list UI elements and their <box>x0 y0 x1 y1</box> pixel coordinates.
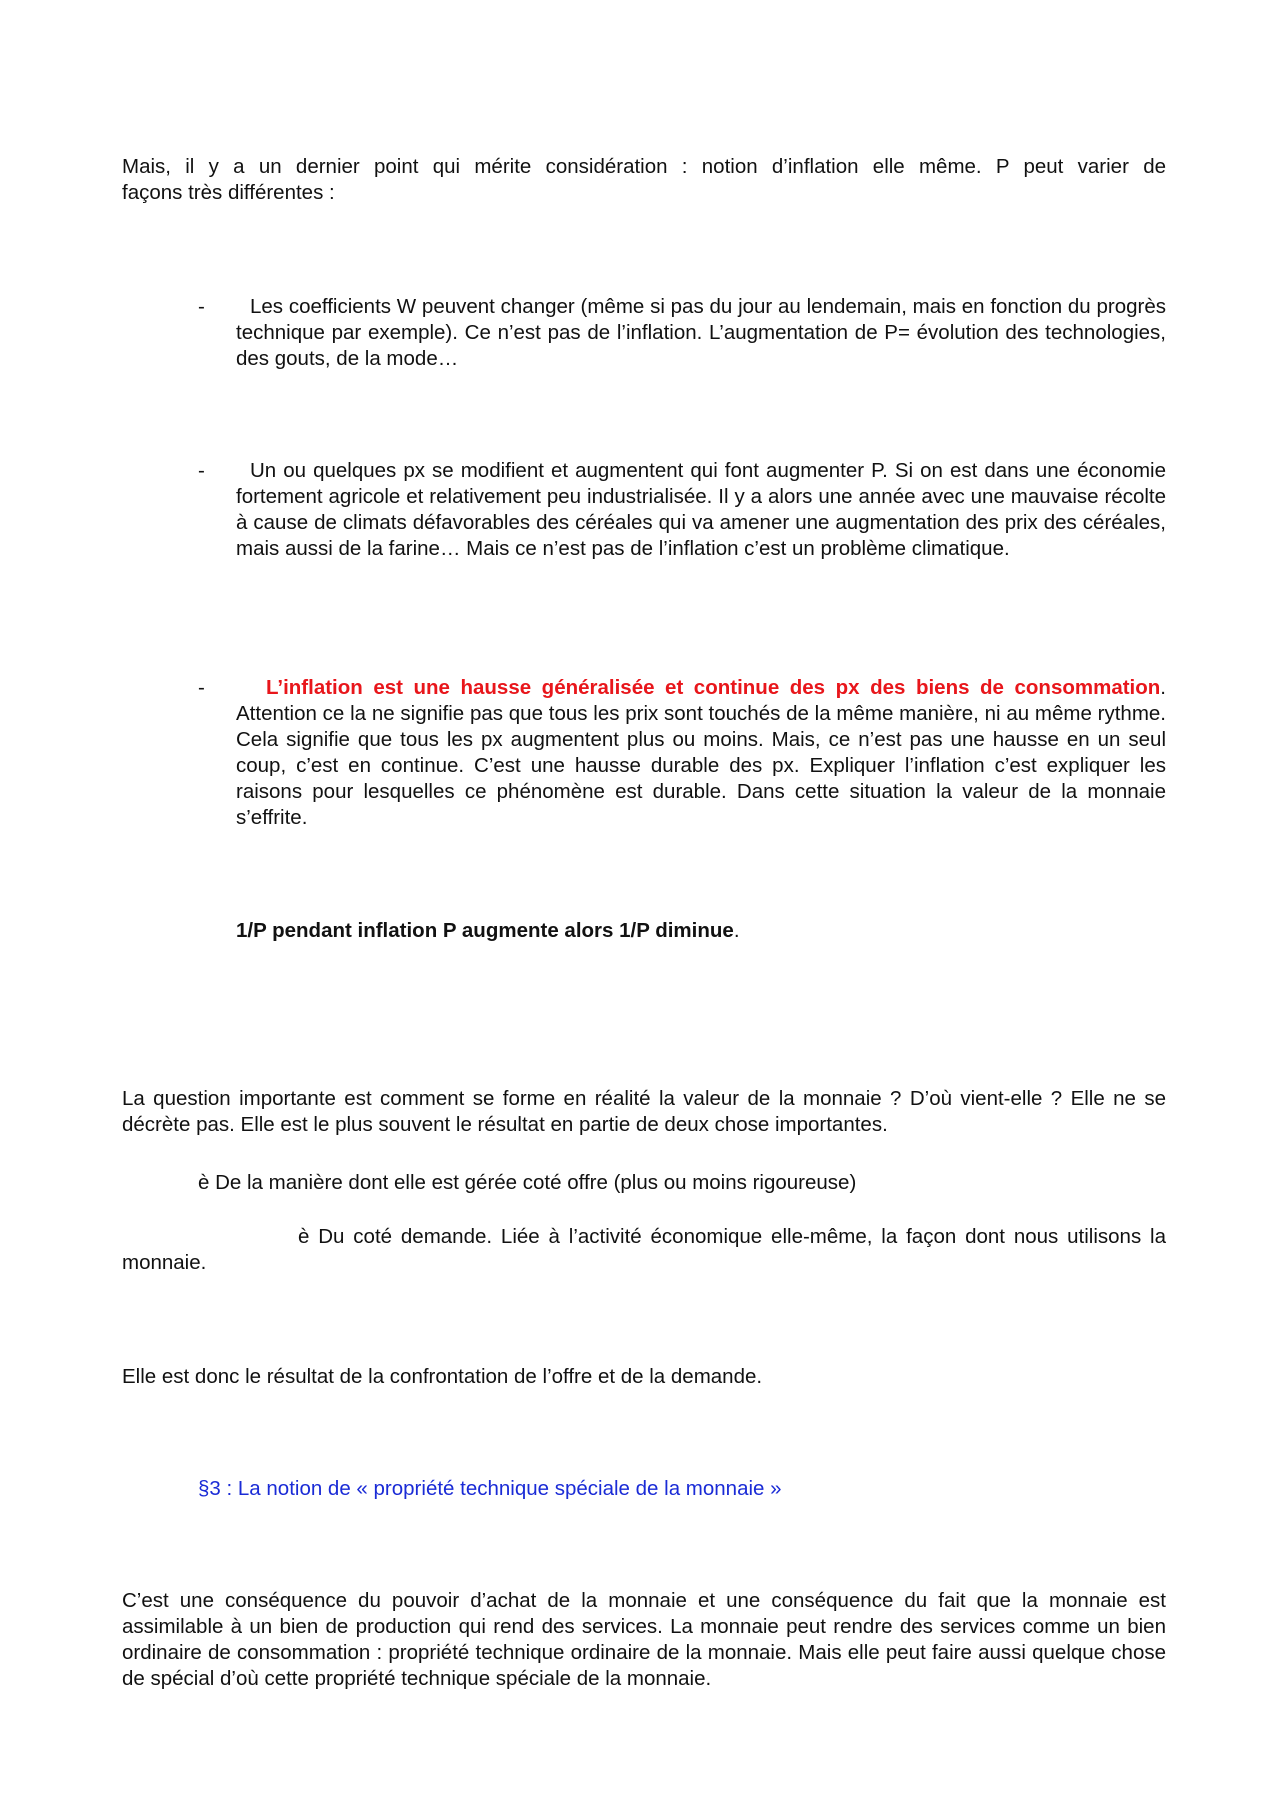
intro-paragraph <box>122 154 1166 206</box>
formula-tail: . <box>733 919 740 942</box>
bullet-paragraph-1: Les coefficients W peuvent changer (même si pas du jour au lendemain, mais en fonction du progrès technique par exemple). Ce n’est pas de l’inflation. L’augmentation de P= évolution des technologies, des gouts, de la mode… <box>236 295 1166 370</box>
inflation-definition-highlight: L’inflation est une hausse généralisée et continue des px des biens de consommation <box>266 676 1161 699</box>
arrow-bullet-icon: è <box>198 1171 210 1194</box>
bullet-paragraph-3 <box>236 675 1166 831</box>
section-heading: §3 : La notion de « propriété technique spéciale de la monnaie » <box>198 1477 782 1500</box>
bullet-dash-2: - <box>198 459 205 482</box>
bullet-paragraph-2: Un ou quelques px se modifient et augmentent qui font augmenter P. Si on est dans une économie fortement agricole et relativement peu industrialisée. Il y a alors une année avec une mauvaise récolte à cause de climats défavorables des céréales qui va amener une augmentation des prix des céréales, mais aussi de la farine… Mais ce n’est pas de l’inflation c’est un problème climatique. <box>236 459 1166 560</box>
formula-line <box>236 918 1166 944</box>
bullet-dash-1: - <box>198 295 205 318</box>
final-paragraph: C’est une conséquence du pouvoir d’achat de la monnaie et une conséquence du fait que la monnaie est assimilable à un bien de production qui rend des services. La monnaie peut rendre des services comme un bien ordinaire de consommation : propriété technique ordinaire de la monnaie. Mais elle peut faire aussi quelque chose de spécial d’où cette propriété technique spéciale de la monnaie. <box>122 1589 1166 1690</box>
formula-bold: 1/P pendant inflation P augmente alors 1/P diminue <box>236 919 734 942</box>
arrow-bullet-icon: è <box>298 1225 310 1248</box>
arrow-item-2-text: Du coté demande. Liée à l’activité économique elle-même, la façon dont nous utilisons la monnaie. <box>122 1225 1166 1274</box>
intro-line-1: Mais, il y a un dernier point qui mérite considération : notion d’inflation elle même. P peut varier de <box>122 155 1166 178</box>
intro-line-2: façons très différentes : <box>122 181 335 204</box>
inflation-explanation: . Attention ce la ne signifie pas que tous les prix sont touchés de la même manière, ni au même rythme. Cela signifie que tous les px augmentent plus ou moins. Mais, ce n’est pas une hausse en un seul coup, c’est en continue. C’est une hausse durable des px. Expliquer l’inflation c’est expliquer les raisons pour lesquelles ce phénomène est durable. Dans cette situation la valeur de la monnaie s’effrite. <box>236 676 1166 829</box>
arrow-item-2 <box>122 1224 1166 1276</box>
conclusion-paragraph: Elle est donc le résultat de la confrontation de l’offre et de la demande. <box>122 1365 763 1388</box>
bullet-dash-3: - <box>198 676 205 699</box>
arrow-item-1-text: De la manière dont elle est gérée coté offre (plus ou moins rigoureuse) <box>209 1171 857 1194</box>
arrow-item-1 <box>198 1170 1166 1196</box>
question-paragraph: La question importante est comment se forme en réalité la valeur de la monnaie ? D’où vient-elle ? Elle ne se décrète pas. Elle est le plus souvent le résultat en partie de deux chose importantes. <box>122 1087 1166 1136</box>
